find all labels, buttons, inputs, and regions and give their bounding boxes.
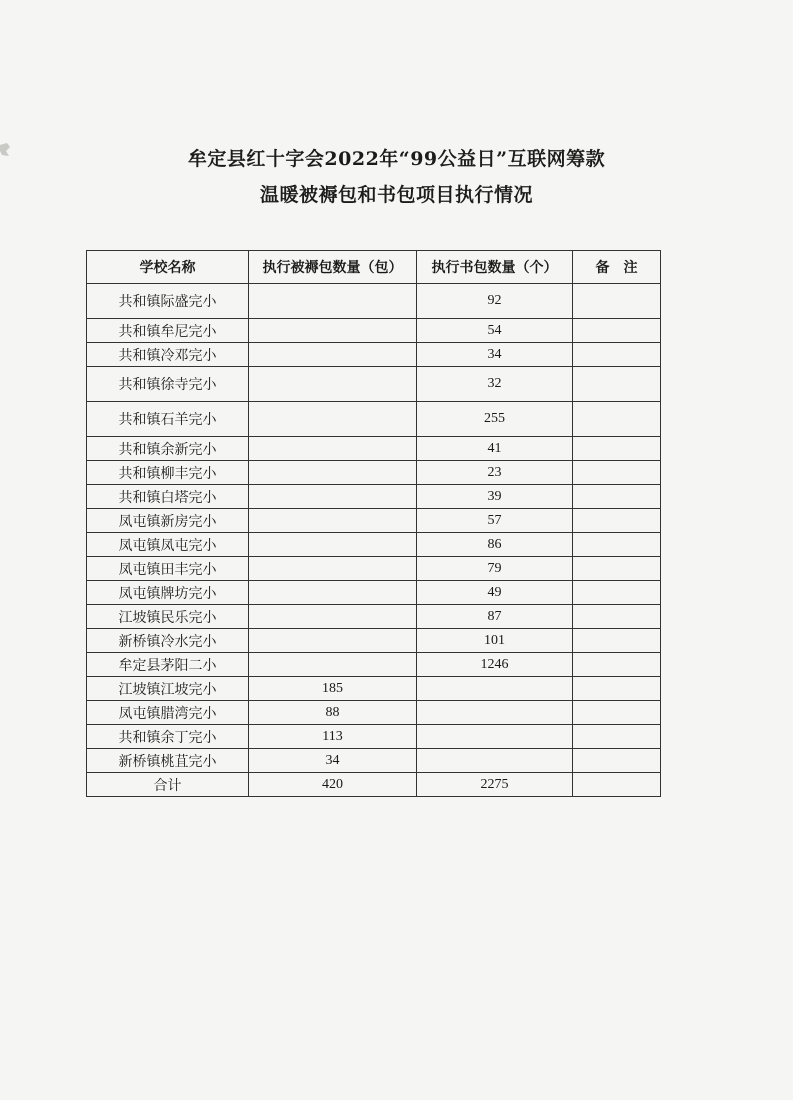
cell-note [573,437,661,461]
table-row [87,605,661,629]
cell-bedding-count [249,509,417,533]
cell-bedding-count: 185 [249,677,417,701]
cell-bag-count: 101 [417,629,573,653]
cell-school-name: 新桥镇冷水完小 [87,629,249,653]
cell-bedding-count [249,437,417,461]
table-row [87,437,661,461]
cell-bedding-count [249,343,417,367]
cell-note [573,533,661,557]
cell-bedding-count: 88 [249,701,417,725]
cell-note [573,367,661,402]
table-row [87,509,661,533]
cell-bedding-count [249,402,417,437]
cell-bag-count: 57 [417,509,573,533]
cell-bag-count [417,701,573,725]
table-row [87,725,661,749]
cell-note [573,343,661,367]
cell-note [573,461,661,485]
table-row [87,749,661,773]
cell-school-name: 凤屯镇凤屯完小 [87,533,249,557]
table-row [87,367,661,402]
cell-school-name: 共和镇白塔完小 [87,485,249,509]
table-row [87,677,661,701]
table-row [87,533,661,557]
table-row [87,581,661,605]
cell-bedding-count: 113 [249,725,417,749]
table-row [87,319,661,343]
cell-note [573,677,661,701]
document-title-line-1: 牟定县红十字会2022年“99公益日”互联网筹款 [187,148,606,170]
cell-school-name: 牟定县茅阳二小 [87,653,249,677]
cell-school-name: 凤屯镇牌坊完小 [87,581,249,605]
cell-bag-count [417,725,573,749]
cell-bag-count: 32 [417,367,573,402]
cell-school-name: 江坡镇民乐完小 [87,605,249,629]
cell-bedding-count [249,319,417,343]
column-header-note: 备 注 [573,251,661,284]
cell-bag-count: 86 [417,533,573,557]
cell-total-note [573,773,661,797]
cell-bedding-count [249,581,417,605]
cell-bag-count: 54 [417,319,573,343]
cell-total-label: 合计 [87,773,249,797]
cell-note [573,725,661,749]
cell-note [573,319,661,343]
cell-note [573,581,661,605]
cell-note [573,749,661,773]
cell-note [573,485,661,509]
cell-bag-count: 34 [417,343,573,367]
cell-bag-count [417,749,573,773]
cell-bedding-count [249,533,417,557]
column-header-school: 学校名称 [87,251,249,284]
cell-bag-count [417,677,573,701]
cell-note [573,605,661,629]
cell-school-name: 共和镇柳丰完小 [87,461,249,485]
cell-total-bedding: 420 [249,773,417,797]
table-total-row [87,773,661,797]
table-row [87,284,661,319]
table-row [87,701,661,725]
table-row [87,653,661,677]
table-row [87,343,661,367]
cell-bedding-count [249,367,417,402]
cell-note [573,402,661,437]
cell-school-name: 共和镇徐寺完小 [87,367,249,402]
column-header-bedding: 执行被褥包数量（包） [249,251,417,284]
cell-school-name: 共和镇余新完小 [87,437,249,461]
cell-bedding-count: 34 [249,749,417,773]
cell-bag-count: 255 [417,402,573,437]
cell-note [573,701,661,725]
document-title-line-2: 温暖被褥包和书包项目执行情况 [259,184,533,206]
cell-school-name: 凤屯镇新房完小 [87,509,249,533]
cell-bag-count: 23 [417,461,573,485]
column-header-bags: 执行书包数量（个） [417,251,573,284]
cell-school-name: 共和镇冷邓完小 [87,343,249,367]
cell-bedding-count [249,653,417,677]
table-row [87,557,661,581]
execution-table [86,250,661,797]
cell-bag-count: 92 [417,284,573,319]
cell-total-bags: 2275 [417,773,573,797]
cell-school-name: 共和镇际盛完小 [87,284,249,319]
cell-bag-count: 1246 [417,653,573,677]
table-row [87,461,661,485]
cell-bedding-count [249,485,417,509]
cell-bedding-count [249,557,417,581]
cell-note [573,629,661,653]
table-row [87,402,661,437]
table-row [87,629,661,653]
cell-bedding-count [249,605,417,629]
cell-bag-count: 39 [417,485,573,509]
cell-school-name: 共和镇余丁完小 [87,725,249,749]
cell-note [573,557,661,581]
cell-school-name: 共和镇石羊完小 [87,402,249,437]
cell-school-name: 凤屯镇田丰完小 [87,557,249,581]
cell-bag-count: 87 [417,605,573,629]
cell-note [573,653,661,677]
cell-school-name: 江坡镇江坡完小 [87,677,249,701]
cell-bedding-count [249,461,417,485]
table-row [87,485,661,509]
cell-bag-count: 79 [417,557,573,581]
cell-school-name: 新桥镇桃苴完小 [87,749,249,773]
cell-school-name: 凤屯镇腊湾完小 [87,701,249,725]
cell-note [573,284,661,319]
cell-bag-count: 41 [417,437,573,461]
table-body [87,284,661,797]
cell-bag-count: 49 [417,581,573,605]
cell-school-name: 共和镇牟尼完小 [87,319,249,343]
cell-note [573,509,661,533]
cell-bedding-count [249,284,417,319]
table-header-row [87,251,661,284]
cell-bedding-count [249,629,417,653]
